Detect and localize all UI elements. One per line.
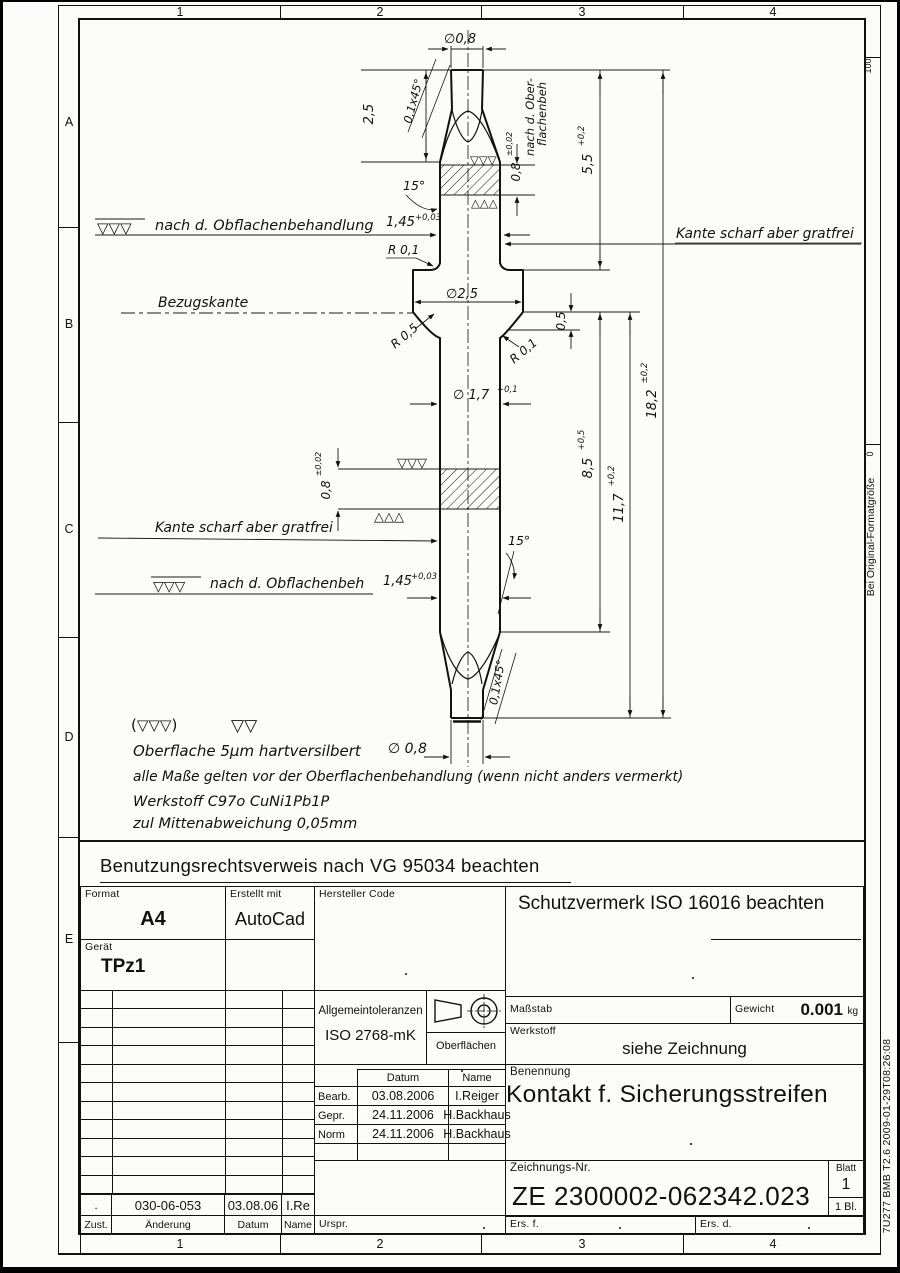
sign-name-header: Name [448, 1069, 506, 1087]
sign-role-norm [314, 1124, 358, 1144]
rev-datum-value: 03.08.06 [224, 1194, 282, 1216]
werkstoff-cell [505, 1023, 864, 1065]
dim-145-bottom-tol: +0,03 [411, 572, 438, 582]
rev-zust-value: . [80, 1194, 112, 1216]
dim-chamfer-top: 0,1x45° [400, 77, 426, 125]
rev-col-line [112, 991, 113, 1193]
sign-role-bearb [314, 1086, 358, 1106]
placeholder-dot [619, 1227, 621, 1229]
row-divider [58, 637, 80, 638]
note-line-4: zul Mittenabweichung 0,05mm [133, 816, 358, 832]
grid-col-2-bottom: 2 [376, 1236, 384, 1251]
benennung-value: Kontakt f. Sicherungsstreifen [506, 1081, 828, 1108]
empty-cell [225, 939, 315, 991]
grid-row-D: D [64, 730, 74, 744]
bottom-strip-line [58, 1253, 881, 1255]
surface-symbol-group: (▽▽▽) [131, 716, 178, 734]
toleranz-value: ISO 2768-mK [325, 1027, 416, 1044]
dim-18-2-tol: ±0,2 [640, 362, 650, 384]
dim-08-band1-tol: ±0,02 [505, 131, 514, 157]
sign-role-gepr [314, 1105, 358, 1125]
surface-symbol-band1-top: ▽▽▽ [470, 153, 497, 167]
left-strip-line [58, 5, 59, 1253]
gewicht-value: 0.001 [800, 1000, 843, 1019]
blatt-cell [828, 1160, 864, 1198]
ersd-label: Ers. d. [700, 1218, 732, 1230]
werkstoff-label: Werkstoff [510, 1025, 556, 1037]
note-surface-long: nach d. Obflachenbehandlung [155, 218, 374, 234]
dim-145-top-tol: +0,03 [415, 213, 442, 223]
schutzvermerk-cell [505, 886, 864, 997]
sign-empty [448, 1143, 506, 1161]
grid-row-B: B [64, 317, 74, 331]
erstellt-value: AutoCad [234, 908, 306, 929]
note-kante-left: Kante scharf aber gratfrei [155, 520, 333, 536]
grid-row-E: E [64, 932, 74, 946]
massstab-cell [505, 996, 731, 1024]
note-surface-short: nach d. Obflachenbeh [210, 576, 365, 592]
dim-r05: R 0,5 [387, 320, 421, 352]
row-divider [58, 227, 80, 228]
revision-row-empty [81, 1065, 314, 1083]
ersd-cell [695, 1215, 864, 1234]
geraet-value: TPz1 [101, 956, 146, 977]
geraet-cell [80, 939, 226, 991]
bottom-divider [683, 1233, 684, 1254]
note-oberflaeche-1: nach d. Ober- [523, 78, 537, 156]
row-divider [58, 1042, 80, 1043]
projection-symbol-icon [427, 991, 505, 1031]
rev-zust-header: Zust. [80, 1215, 112, 1234]
rev-datum-header: Datum [224, 1215, 282, 1234]
blatt-value: 1 [841, 1176, 851, 1193]
dim-5-5-tol: +0,2 [577, 125, 587, 147]
bottom-divider [280, 1233, 281, 1254]
dim-08-band2: 0,8 [319, 480, 333, 500]
sign-empty [314, 1143, 358, 1161]
revision-row-empty [81, 1139, 314, 1157]
dim-r01-b: R 0,1 [506, 335, 540, 367]
revision-table [80, 990, 315, 1194]
rev-aenderung-value: 030-06-053 [111, 1194, 225, 1216]
sign-datum-header: Datum [357, 1069, 449, 1087]
dim-145-top: 1,45 [386, 215, 415, 230]
revision-row-empty [81, 991, 314, 1009]
surface-symbol-mid: ▽▽▽ [153, 579, 186, 595]
dim-08-band2-tol: ±0,02 [314, 451, 323, 477]
surface-symbol-band2-bottom: △△△ [374, 510, 404, 525]
hatch-bands [440, 165, 500, 509]
format-cell [80, 886, 226, 940]
placeholder-dot [692, 977, 694, 979]
bottom-divider [481, 1233, 482, 1254]
dimension-text [97, 32, 854, 832]
revision-row-empty [81, 1046, 314, 1064]
dim-dia-25: ∅2,5 [446, 287, 478, 302]
note-line-2: alle Maße gelten vor der Oberflachenbehandlung (wenn nicht anders vermerkt) [133, 769, 684, 785]
dim-dia-17: ∅ 1,7 [453, 388, 490, 403]
hersteller-cell [314, 886, 506, 991]
dim-08-band1: 0,8 [509, 162, 523, 182]
zeichnungsnr-cell [505, 1160, 829, 1217]
toleranz-cell [314, 990, 427, 1065]
ruler-tick [864, 444, 880, 445]
rev-aenderung-header: Änderung [111, 1215, 225, 1234]
erstellt-cell [225, 886, 315, 940]
hersteller-label: Hersteller Code [319, 888, 395, 900]
ruler-0: 0 [865, 451, 875, 457]
usage-note: Benutzungsrechtsverweis nach VG 95034 beachten [100, 855, 571, 883]
sign-date-norm: 24.11.2006 [357, 1124, 449, 1144]
placeholder-dot [690, 1143, 692, 1145]
grid-col-4-bottom: 4 [769, 1236, 777, 1251]
dim-8-5-tol: +0,5 [577, 429, 587, 451]
plot-stamp: 7U277 BMB T2.6 2009-01-29T08:26:08 [881, 1038, 893, 1234]
massstab-label: Maßstab [510, 1003, 553, 1015]
oberflaechen-cell [426, 1032, 506, 1065]
benennung-label: Benennung [510, 1066, 571, 1078]
sign-role-label: Norm [318, 1129, 345, 1141]
revision-row-empty [81, 1102, 314, 1120]
sign-role-label: Gepr. [318, 1110, 345, 1122]
note-bezugskante: Bezugskante [158, 295, 249, 311]
revision-row-empty [81, 1176, 314, 1193]
row-divider [58, 837, 80, 838]
blatt-total-cell: 1 Bl. [828, 1197, 864, 1217]
format-label: Format [85, 888, 120, 900]
blatt-label: Blatt [835, 1163, 856, 1174]
dim-8-5: 8,5 [581, 457, 596, 479]
zeichnungsnr-label: Zeichnungs-Nr. [510, 1162, 591, 1174]
rev-name-value: I.Re [281, 1194, 315, 1216]
revision-row-empty [81, 1028, 314, 1046]
dim-11-7-tol: +0,2 [607, 465, 617, 487]
dim-dia-bottom: ∅ 0,8 [388, 741, 427, 757]
ersf-label: Ers. f. [510, 1218, 539, 1230]
surface-symbol-band1-bottom: △△△ [471, 196, 498, 210]
ruler-100: 100 [863, 58, 873, 74]
revision-row-empty [81, 1157, 314, 1175]
placeholder-dot [808, 1227, 810, 1229]
dim-145-bottom: 1,45 [383, 574, 412, 589]
geraet-label: Gerät [85, 941, 113, 953]
projection-symbol-cell [426, 990, 506, 1033]
sign-name-norm: H.Backhaus [448, 1124, 506, 1144]
grid-col-1-bottom: 1 [176, 1236, 184, 1251]
urspr-cell [314, 1215, 506, 1234]
dim-5-5: 5,5 [581, 153, 596, 175]
revision-row-empty [81, 1120, 314, 1138]
format-value: A4 [140, 907, 166, 930]
dim-11-7: 11,7 [612, 493, 627, 523]
sign-date-bearb: 03.08.2006 [357, 1086, 449, 1106]
revision-row-empty [81, 1009, 314, 1027]
dim-2-5: 2,5 [362, 103, 377, 125]
urspr-label: Urspr. [319, 1218, 349, 1230]
side-note: Bei Original-Formatgröße [865, 477, 877, 597]
sign-name-bearb: I.Reiger [448, 1086, 506, 1106]
sign-empty [357, 1143, 449, 1161]
dim-0-5: 0,5 [554, 311, 568, 331]
dim-r01-a: R 0,1 [388, 243, 420, 257]
surface-symbol-top: ▽▽▽ [97, 219, 132, 237]
sign-date-gepr: 24.11.2006 [357, 1105, 449, 1125]
surface-symbol-band2-top: ▽▽▽ [397, 456, 427, 471]
grid-col-4: 4 [769, 5, 777, 19]
toleranz-label: Allgemeintoleranzen [318, 1005, 423, 1017]
part-drawing [80, 20, 864, 886]
schutzvermerk-note: Schutzvermerk ISO 16016 beachten [518, 893, 825, 914]
dim-chamfer-bottom: 0,1x45° [486, 658, 508, 706]
surface-symbol-pair: ▽▽ [231, 716, 258, 736]
sign-role-label: Bearb. [318, 1091, 351, 1103]
grid-row-C: C [64, 522, 74, 536]
note-line-1: Oberflache 5µm hartversilbert [133, 742, 361, 760]
rev-col-line [282, 991, 283, 1193]
note-kante-right: Kante scharf aber gratfrei [676, 226, 854, 242]
grid-row-A: A [64, 115, 74, 129]
placeholder-dot [405, 973, 407, 975]
dim-dia-top: ∅0,8 [444, 32, 476, 47]
rev-col-line [225, 991, 226, 1193]
gewicht-cell [730, 996, 864, 1024]
gewicht-label: Gewicht [735, 1003, 775, 1015]
werkstoff-value: siehe Zeichnung [622, 1039, 747, 1058]
benennung-cell [505, 1064, 864, 1161]
row-divider [58, 422, 80, 423]
grid-col-3: 3 [578, 5, 586, 19]
ersf-cell [505, 1215, 696, 1234]
placeholder-dot [483, 1227, 485, 1229]
grid-col-2: 2 [376, 5, 384, 19]
dim-dia-17-tol: +0,1 [497, 385, 518, 395]
grid-col-3-bottom: 3 [578, 1236, 586, 1251]
note-line-3: Werkstoff C97o CuNi1Pb1P [133, 794, 330, 810]
dim-angle-bottom: 15° [508, 533, 531, 548]
gewicht-unit: kg [847, 1006, 858, 1017]
oberflaechen-label: Oberflächen [436, 1040, 496, 1052]
note-oberflaeche-2: flachenbeh [535, 81, 549, 147]
dim-18-2: 18,2 [645, 389, 660, 419]
bottom-divider [80, 1233, 81, 1254]
zeichnungsnr-value: ZE 2300002-062342.023 [512, 1181, 811, 1211]
schutzvermerk-line [711, 939, 861, 940]
rev-name-header: Name [281, 1215, 315, 1234]
sign-name-gepr: H.Backhaus [448, 1105, 506, 1125]
grid-col-1: 1 [176, 5, 184, 19]
revision-row-empty [81, 1083, 314, 1101]
dim-angle-top: 15° [403, 178, 426, 193]
erstellt-label: Erstellt mit [230, 888, 282, 900]
